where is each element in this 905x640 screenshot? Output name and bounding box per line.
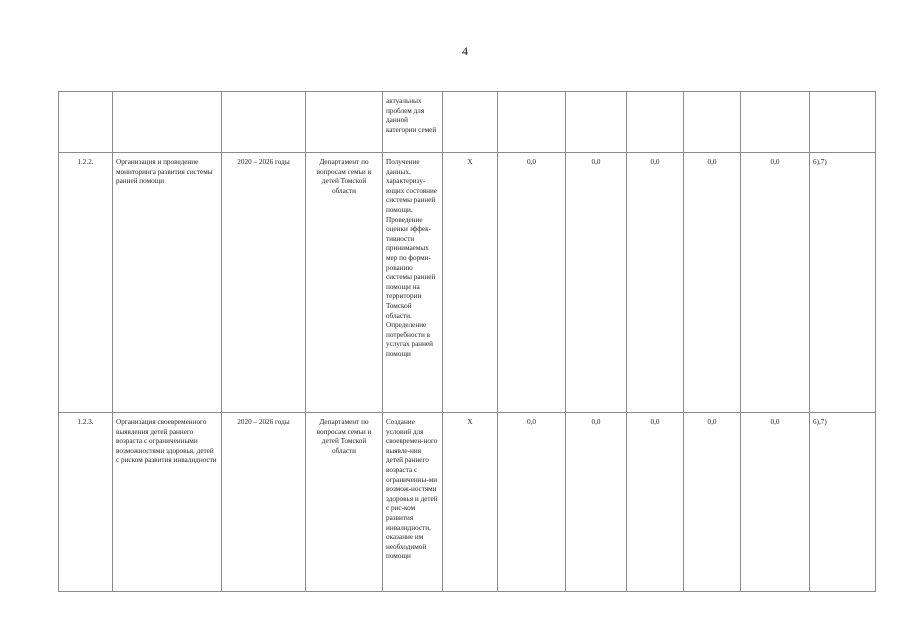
expected-result: Создание условий для своевремен-ного выявле-ния детей раннего возраста с ограниченны-ми возмож-ностями здоровья и детей с рис-ком развития инвалидности, оказание им необходимой помощи (383, 413, 443, 592)
page-number: 4 (462, 44, 468, 58)
table-row (59, 153, 876, 413)
note: 6),7) (810, 153, 876, 413)
mark: Х (443, 153, 498, 413)
activity-name: Организация и проведение мониторинга развития системы ранней помощи (113, 153, 222, 413)
value-5: 0,0 (741, 153, 810, 413)
period: 2020 – 2026 годы (222, 413, 306, 592)
value-5: 0,0 (741, 413, 810, 592)
item-number (59, 92, 113, 153)
value-1: 0,0 (498, 413, 566, 592)
item-number: 1.2.2. (59, 153, 113, 413)
note (810, 92, 876, 153)
value-4 (684, 92, 741, 153)
value-3: 0,0 (627, 153, 684, 413)
period: 2020 – 2026 годы (222, 153, 306, 413)
value-5 (741, 92, 810, 153)
activity-name: Организация своевременного выявления детей раннего возраста с ограниченными возможностями здоровья, детей с риском развития инвалидности (113, 413, 222, 592)
responsible-department (306, 92, 383, 153)
value-1: 0,0 (498, 153, 566, 413)
value-2 (566, 92, 627, 153)
value-4: 0,0 (684, 153, 741, 413)
responsible-department: Департамент по вопросам семьи и детей Томской области (306, 153, 383, 413)
item-number: 1.2.3. (59, 413, 113, 592)
note: 6),7) (810, 413, 876, 592)
period (222, 92, 306, 153)
activity-name (113, 92, 222, 153)
mark (443, 92, 498, 153)
mark: Х (443, 413, 498, 592)
expected-result: Получение данных, характеризу-ющих состояние системы ранней помощи. Проведение оценки эффек-тивности принимаемых мер по форми-рованию системы ранней помощи на территории Томской области. Определение потребности в услугах ранней помощи (383, 153, 443, 413)
value-4: 0,0 (684, 413, 741, 592)
table-row (59, 413, 876, 592)
value-2: 0,0 (566, 413, 627, 592)
table-row (59, 92, 876, 153)
value-3: 0,0 (627, 413, 684, 592)
value-1 (498, 92, 566, 153)
value-3 (627, 92, 684, 153)
responsible-department: Департамент по вопросам семьи и детей Томской области (306, 413, 383, 592)
value-2: 0,0 (566, 153, 627, 413)
expected-result: актуальных проблем для данной категории семей (383, 92, 443, 153)
program-table (58, 91, 876, 592)
